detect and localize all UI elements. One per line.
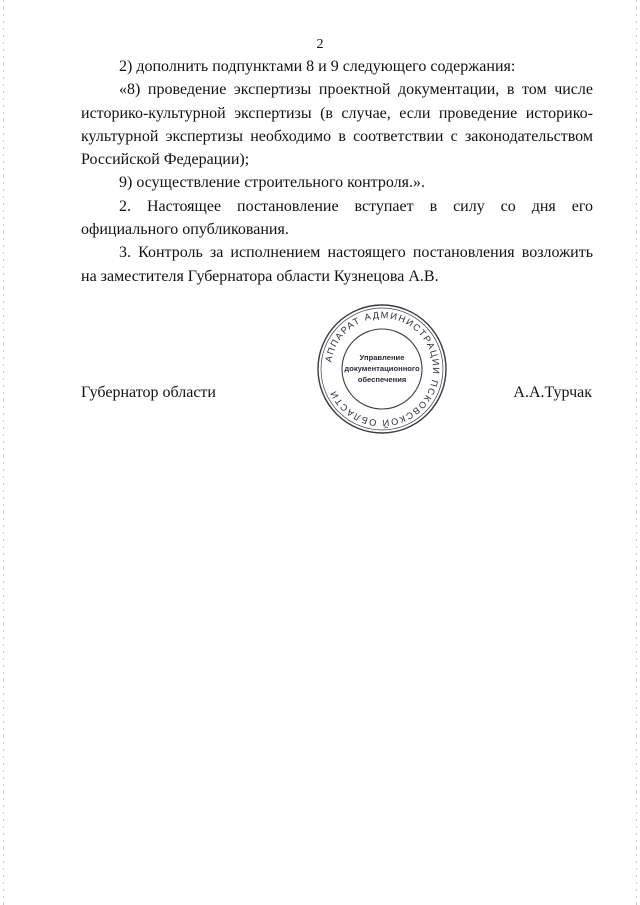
paragraph-entry-into-force: 2. Настоящее постановление вступает в силу со дня его официального опубликования. [81, 197, 593, 239]
seal-ring-textpath: АППАРАТ АДМИНИСТРАЦИИ ПСКОВСКОЙ ОБЛАСТИ [323, 309, 442, 429]
page-number: 2 [316, 37, 324, 52]
seal-center-line-2: документационного [344, 364, 420, 373]
document-body [81, 55, 593, 288]
official-seal [314, 301, 450, 437]
paragraph-subitem-9: 9) осуществление строительного контроля.». [119, 174, 425, 192]
signatory-position: Губернатор области [81, 384, 216, 401]
scan-edge-left [3, 0, 4, 905]
scan-edge-right [636, 0, 637, 905]
paragraph-amendment: 2) дополнить подпунктами 8 и 9 следующего содержания: [119, 58, 516, 75]
signatory-name: А.А.Турчак [513, 384, 592, 401]
paragraph-control: 3. Контроль за исполнением настоящего постановления возложить на заместителя Губернатора области Кузнецова А.В. [81, 244, 593, 285]
paragraph-subitem-8: «8) проведение экспертизы проектной документации, в том числе историко-культурной экспертизы (в случае, если проведение историко-культурной экспертизы необходимо в соответствии с законодательством Российской Федерации); [81, 81, 593, 169]
seal-center-line-3: обеспечения [357, 375, 407, 384]
seal-graphic [314, 301, 450, 437]
seal-center-line-1: Управление [359, 353, 405, 362]
